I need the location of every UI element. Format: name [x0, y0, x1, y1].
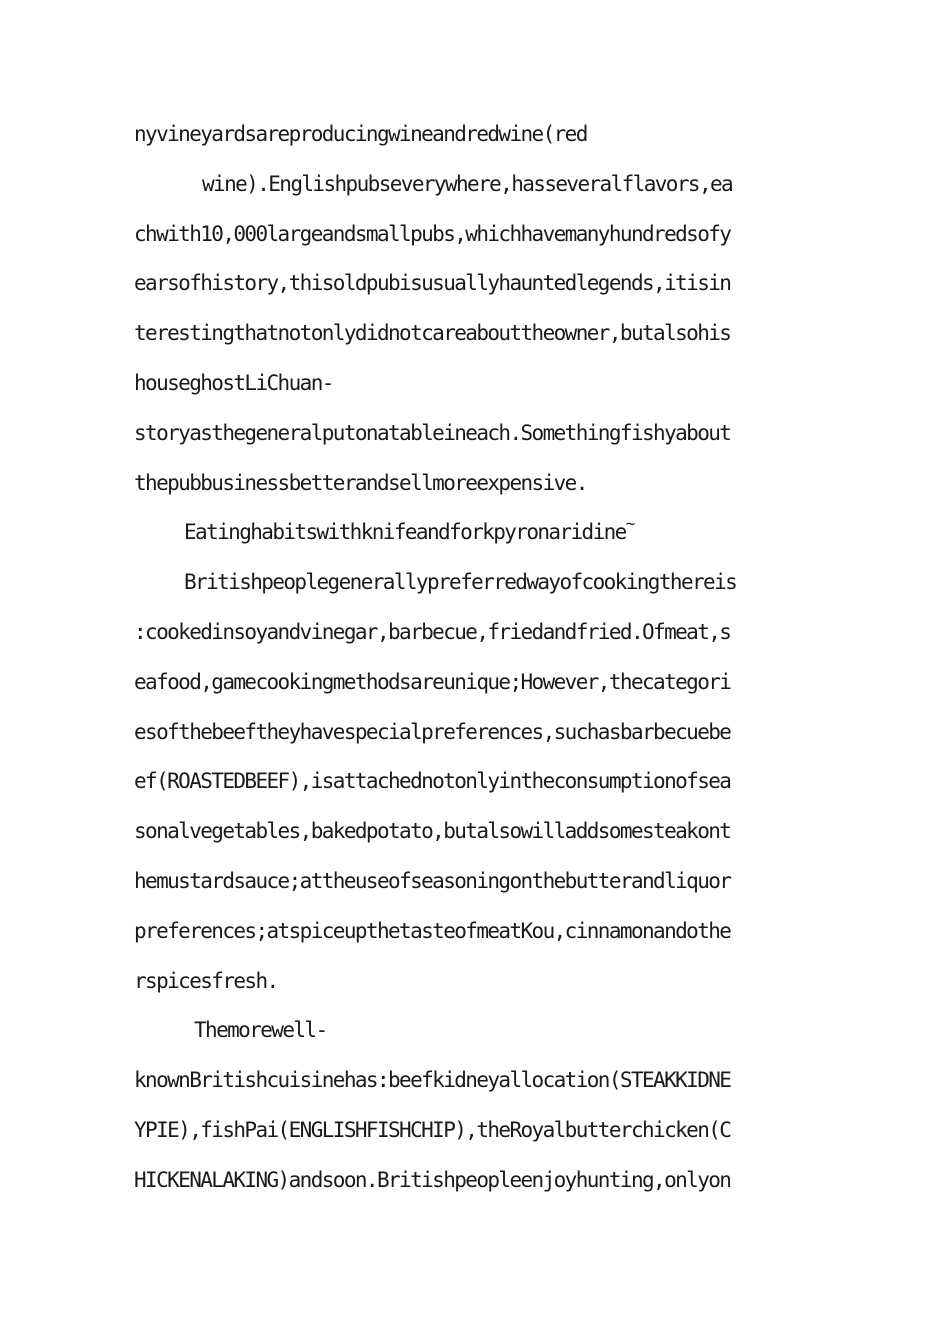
text-line: terestingthatnotonlydidnotcareabouttheowner,butalsohis	[134, 321, 731, 346]
text-line: eafood,gamecookingmethodsareunique;However,thecategori	[134, 669, 731, 694]
text-line: thepubbusinessbetterandsellmoreexpensive.	[134, 470, 587, 495]
text-line: Themorewell-	[194, 1018, 327, 1043]
text-line: wine).Englishpubseverywhere,hasseveralflavors,ea	[202, 171, 733, 196]
heading-mark: ~	[625, 514, 634, 534]
text-line: :cookedinsoyandvinegar,barbecue,friedandfried.Ofmeat,s	[134, 619, 731, 644]
text-line: houseghostLiChuan-	[134, 370, 333, 395]
text-line: HICKENALAKING)andsoon.Britishpeopleenjoyhunting,onlyon	[134, 1167, 731, 1192]
document-body	[134, 110, 834, 1206]
section-heading-text: Eatinghabitswithknifeandforkpyronaridine	[184, 520, 626, 545]
text-line: earsofhistory,thisoldpubisusuallyhauntedlegends,itisin	[134, 271, 731, 296]
text-line: storyasthegeneralputonatableineach.Somethingfishyabout	[134, 420, 731, 445]
text-line: ef(ROASTEDBEEF),isattachednotonlyintheconsumptionofsea	[134, 769, 731, 794]
text-line: rspicesfresh.	[134, 968, 278, 993]
text-line: preferences;atspiceupthetasteofmeatKou,cinnamonandothe	[134, 918, 731, 943]
section-heading	[134, 508, 834, 558]
text-line: esofthebeeftheyhavespecialpreferences,suchasbarbecuebe	[134, 719, 731, 744]
text-line: nyvineyardsareproducingwineandredwine(red	[134, 122, 587, 146]
text-line: chwith10,000largeandsmallpubs,whichhavemanyhundredsofy	[134, 221, 731, 246]
text-line: hemustardsauce;attheuseofseasoningonthebutterandliquor	[134, 868, 731, 893]
text-line: Britishpeoplegenerallypreferredwayofcookingthereis	[184, 570, 737, 595]
text-line: sonalvegetables,bakedpotato,butalsowilladdsomesteakont	[134, 819, 731, 844]
text-line: knownBritishcuisinehas:beefkidneyallocation(STEAKKIDNE	[134, 1068, 731, 1093]
text-line: YPIE),fishPai(ENGLISHFISHCHIP),theRoyalbutterchicken(C	[134, 1117, 731, 1142]
